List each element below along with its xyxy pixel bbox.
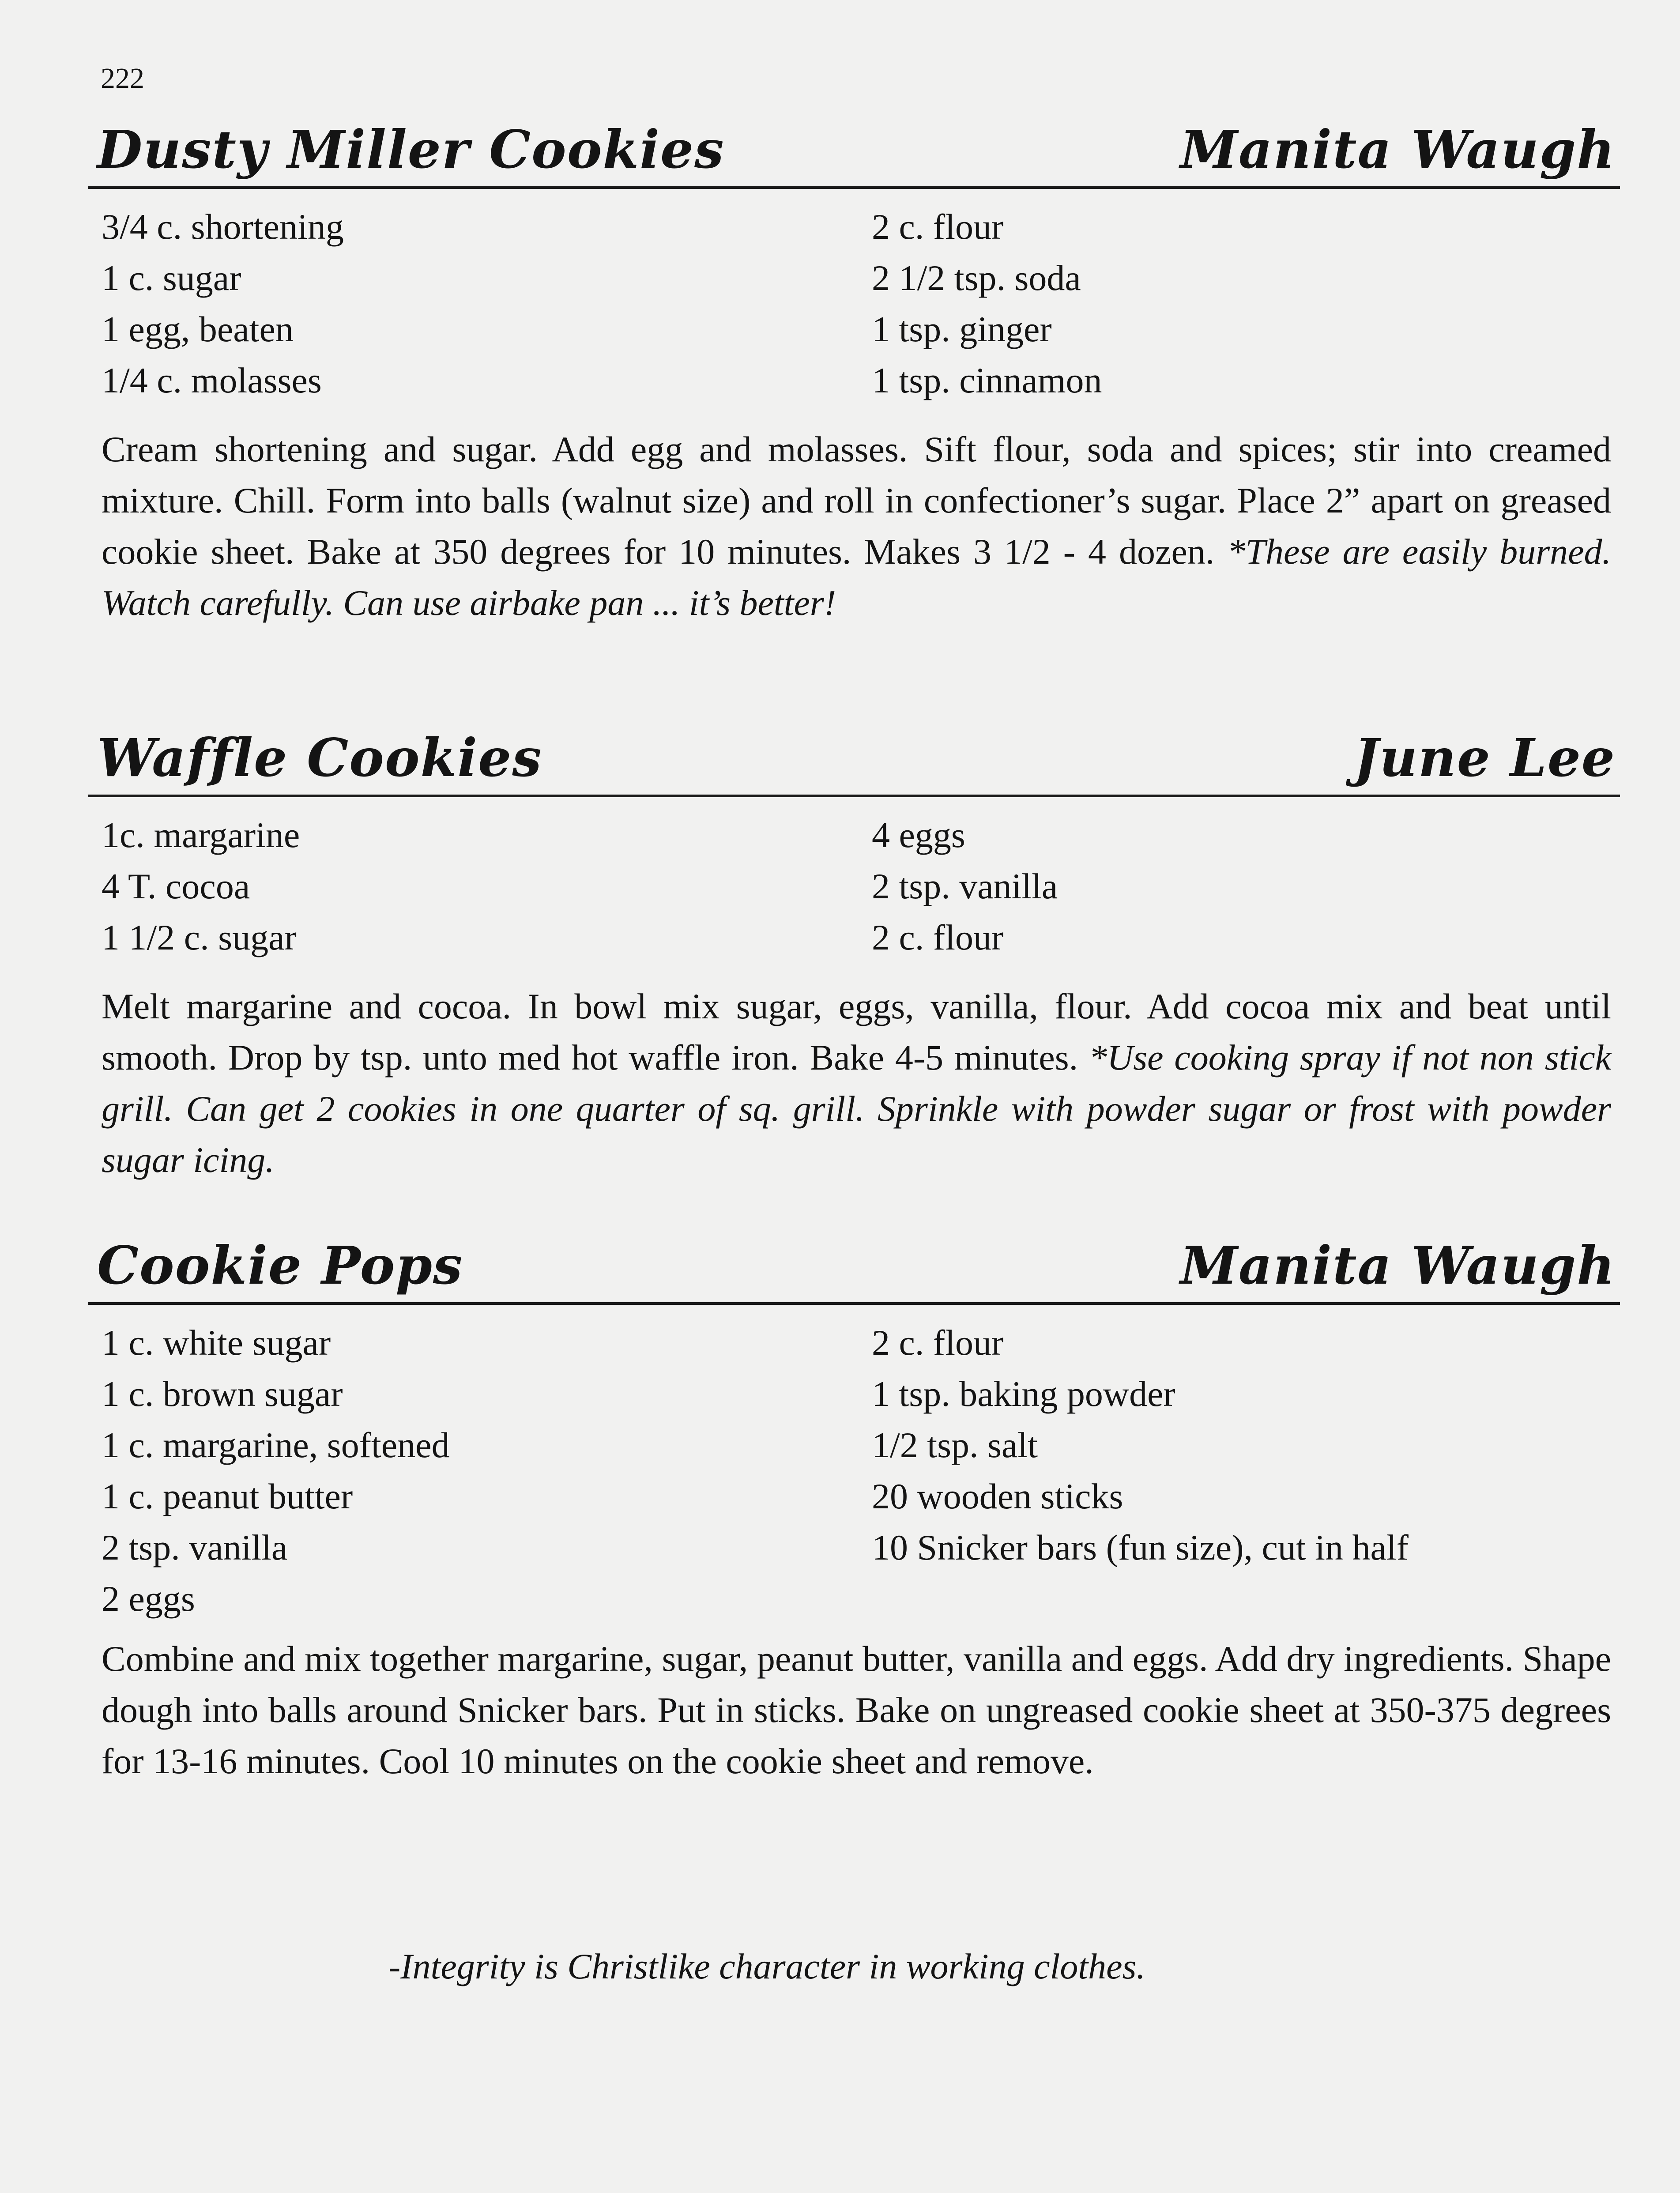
instructions-text: Cream shortening and sugar. Add egg and molasses. Sift flour, soda and spices; stir into creamed mixture. Chill. Form into balls (walnut size) and roll in confectioner’s sugar. Place 2” apart on greased cookie sheet. Bake at 350 degrees for 10 minutes. Makes 3 1/2 - 4 dozen. — [102, 429, 1611, 572]
recipe-dusty-miller-cookies — [88, 116, 1620, 665]
recipe-title: Dusty Miller Cookies — [97, 119, 725, 180]
ingredient: 4 T. cocoa — [102, 866, 250, 906]
ingredient-column-left — [102, 810, 300, 963]
page-number: 222 — [101, 62, 144, 94]
ingredient: 1 c. white sugar — [102, 1323, 331, 1363]
ingredient: 1 c. sugar — [102, 258, 241, 298]
instructions-text: Combine and mix together margarine, sugar, peanut butter, vanilla and eggs. Add dry ingredients. Shape dough into balls around Snicker bars. Put in sticks. Bake on ungreased cookie sheet at 350-375 degrees for 13-16 minutes. Cool 10 minutes on the cookie sheet and remove. — [102, 1639, 1611, 1781]
ingredient-column-right — [872, 810, 1058, 963]
ingredient: 2 tsp. vanilla — [102, 1527, 288, 1568]
ingredient: 2 tsp. vanilla — [872, 866, 1058, 906]
ingredient: 1 tsp. baking powder — [872, 1374, 1175, 1414]
ingredient: 2 c. flour — [872, 917, 1004, 957]
recipe-author: Manita Waugh — [1180, 119, 1616, 180]
ingredient: 3/4 c. shortening — [102, 207, 344, 247]
ingredient-list — [88, 810, 1620, 963]
recipe-header — [88, 1232, 1620, 1305]
ingredient: 2 c. flour — [872, 207, 1004, 247]
ingredient: 1/2 tsp. salt — [872, 1425, 1038, 1465]
ingredient: 2 eggs — [102, 1579, 195, 1619]
recipe-header — [88, 116, 1620, 189]
recipe-note: *Use cooking spray if not non stick grill. Can get 2 cookies in one quarter of sq. grill. Sprinkle with powder sugar or frost with powder sugar icing. — [102, 1037, 1611, 1180]
recipe-author: June Lee — [1354, 727, 1616, 788]
ingredient: 10 Snicker bars (fun size), cut in half — [872, 1527, 1409, 1568]
recipe-instructions — [88, 981, 1620, 1186]
ingredient-column-left — [102, 1317, 450, 1624]
recipe-header — [88, 724, 1620, 797]
ingredient: 4 eggs — [872, 815, 965, 855]
ingredient: 1 c. peanut butter — [102, 1476, 353, 1516]
ingredient: 2 c. flour — [872, 1323, 1004, 1363]
ingredient: 1/4 c. molasses — [102, 360, 322, 400]
instructions-text: Melt margarine and cocoa. In bowl mix sugar, eggs, vanilla, flour. Add cocoa mix and beat until smooth. Drop by tsp. unto med hot waffle iron. Bake 4-5 minutes. — [102, 986, 1611, 1078]
recipe-author: Manita Waugh — [1180, 1235, 1616, 1296]
recipe-instructions — [88, 424, 1620, 629]
ingredient: 2 1/2 tsp. soda — [872, 258, 1081, 298]
ingredient: 1 c. margarine, softened — [102, 1425, 450, 1465]
recipe-title: Cookie Pops — [97, 1235, 463, 1296]
ingredient-list — [88, 1317, 1620, 1624]
ingredient-column-left — [102, 201, 344, 406]
ingredient: 1 egg, beaten — [102, 309, 294, 349]
ingredient: 1 c. brown sugar — [102, 1374, 343, 1414]
ingredient: 20 wooden sticks — [872, 1476, 1123, 1516]
ingredient-list — [88, 201, 1620, 406]
recipe-note: *These are easily burned. Watch carefully. Can use airbake pan ... it’s better! — [102, 531, 1611, 623]
recipe-waffle-cookies — [88, 724, 1620, 1222]
ingredient-column-right — [872, 201, 1102, 406]
ingredient: 1 tsp. cinnamon — [872, 360, 1102, 400]
ingredient: 1c. margarine — [102, 815, 300, 855]
recipe-cookie-pops — [88, 1232, 1620, 1823]
closing-quote: -Integrity is Christlike character in working clothes. — [388, 1946, 1145, 1986]
recipe-title: Waffle Cookies — [97, 727, 542, 788]
ingredient: 1 1/2 c. sugar — [102, 917, 297, 957]
recipe-instructions — [88, 1633, 1620, 1787]
ingredient-column-right — [872, 1317, 1409, 1573]
ingredient: 1 tsp. ginger — [872, 309, 1052, 349]
